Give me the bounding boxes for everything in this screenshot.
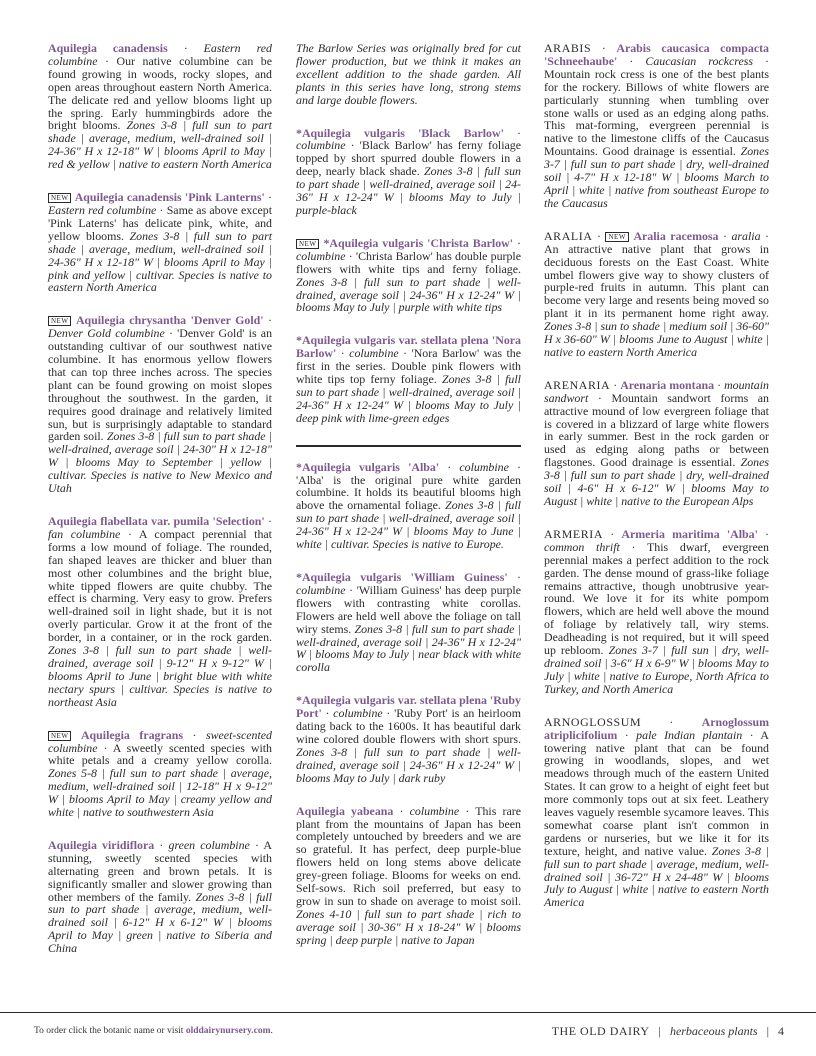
plant-details: Zones 4-10 | full sun to part shade | rich to average soil | 30-36" H x 18-24" W | blooms spring | deep purple | native to Japan <box>296 906 521 947</box>
plant-details: Zones 3-7 | full sun to part shade | dry, well-drained soil | 4-7" H x 12-18" W | blooms March to April | white | native from southeast Europe to the Caucasus <box>544 144 769 210</box>
botanic-name-link[interactable]: Aquilegia chrysantha 'Denver Gold' <box>75 313 264 328</box>
common-name: columbine <box>459 459 509 474</box>
footer-order-text: To order click the botanic name or visit <box>34 1026 186 1036</box>
plant-details: Zones 3-8 | full sun to part shade | well-drained, average soil | 24-36" H x 12-24" W | blooms May to July | deep pink with lime-green edges <box>296 372 521 425</box>
botanic-name-link[interactable]: Aquilegia fragrans <box>80 727 183 742</box>
plant-description: Mountain sandwort forms an attractive mound of low evergreen foliage that is covered in a blizzard of large white flowers in early summer. Best in the rock garden or used as edging along paths or between flagstones. Good drainage is essential. <box>544 390 770 470</box>
plant-entry: Aquilegia yabeana · columbine · This rare plant from the mountains of Japan has been completely untouched by breeders and we are so grateful. It has perfect, deep purple-blue flowers held on long stems above delicate grey-green foliage. Blooms for weeks on end. Self-sows. Rich soil preferred, but easy to grow in sun to shade on average to moist soil. Zones 4-10 | full sun to part shade | rich to average soil | 30-36" H x 18-24" W | blooms spring | deep purple | native to Japan <box>296 803 521 947</box>
plant-description: Mountain rock cress is one of the best plants for the rockery. Billows of white flowers are particularly stunning when tumbling over stone walls or used as an edging along paths. This mat-forming, evergreen perennial is native to the limestone cliffs of the Caucasus Mountains. Good drainage is essential. <box>544 66 769 159</box>
common-name: pale Indian plantain <box>636 727 743 742</box>
plant-entry: *Aquilegia vulgaris 'Alba' · columbine · 'Alba' is the original pure white garden columbine. It holds its beautiful blooms high above the ornamental foliage. Zones 3-8 | full sun to part shade | well-drained, average soil | 24-36" H x 12-24" W | blooms May to June | white | cultivar. Species is native to Europe. <box>296 459 522 552</box>
botanic-name-link[interactable]: Arenaria montana <box>620 377 715 392</box>
plant-entry: NEW Aquilegia fragrans · sweet-scented columbine · A sweetly scented species with white petals and a creamy yellow corolla. Zones 5-8 | full sun to part shade | average, medium, well-drained soil | 12-18" H x 9-12" W | blooms April to May | creamy yellow and white | native to southwestern Asia <box>48 727 272 820</box>
common-name: columbine <box>296 138 346 153</box>
common-name: green columbine <box>168 837 250 852</box>
plant-entry: *Aquilegia vulgaris 'Black Barlow' · columbine · 'Black Barlow' has ferny foliage topped by short spurred double flowers in a deep, nearly black shade. Zones 3-8 | full sun to part shade | well-drained, average soil | 24-36" H x 12-24" W | blooms May to July | purple-black <box>296 125 521 217</box>
botanic-name-link[interactable]: *Aquilegia vulgaris var. stellata plena 'Ruby Port' <box>296 693 521 721</box>
plant-details: Zones 3-8 | full sun to part shade | well-drained, average soil | 24-36" H x 12-24" W | blooms May to July | near black with white corolla <box>296 621 522 675</box>
column-1 <box>48 42 272 975</box>
plant-details: Zones 3-8 | full sun to part shade | average, medium, well-drained soil | 24-36" H x 12-18" W | blooms April to May | red & yellow | native to eastern North America <box>48 118 272 172</box>
plant-description: 'William Guiness' has deep purple flowers with contrasting white corollas. Flowers are held well above the foliage on tall wiry stems. <box>296 582 522 636</box>
plant-details: Zones 3-8 | full sun to part shade | well-drained, average soil | 24-30" H x 12-18" W | blooms May to September | yellow | cultivar. Species is native to New Mexico and Utah <box>48 429 272 496</box>
footer-website-link[interactable]: olddairynursery.com <box>185 1026 271 1036</box>
footer-folio <box>552 1024 784 1039</box>
genus-heading: ARNOGLOSSUM <box>544 714 642 729</box>
plant-description: 'Ruby Port' is an heirloom dating back to the 1600s. It has beautiful dark wine colored double flowers with short spurs. <box>296 706 521 746</box>
plant-description: A sweetly scented species with white petals and a creamy yellow corolla. <box>48 740 272 768</box>
botanic-name-link[interactable]: Arnoglossum atriplicifolium <box>544 714 769 742</box>
plant-details: Zones 3-8 | full sun to part shade | average, medium, well-drained soil | 24-36" H x 12-18" W | blooms April to May | pink and yellow | cultivar. Species is native to eastern North America <box>48 228 272 295</box>
plant-description: 'Nora Barlow' was the first in the series. Double pink flowers with white tips top ferny foliage. <box>296 346 522 387</box>
plant-details: Zones 3-8 | full sun to part shade | average, medium, well-drained soil | 6-12" H x 6-12" W | blooms April to May | green | native to Siberia and China <box>48 889 272 956</box>
botanic-name-link[interactable]: Armeria maritima 'Alba' <box>621 526 758 541</box>
plant-details: Zones 3-8 | full sun to part shade | well-drained, average soil | 24-36" H x 12-24" W | blooms May to July | dark ruby <box>296 744 521 785</box>
new-badge: NEW <box>48 316 71 326</box>
genus-heading: ARALIA <box>544 228 593 243</box>
new-badge: NEW <box>48 193 71 203</box>
plant-entry: ARMERIA · Armeria maritima 'Alba' · common thrift · This dwarf, evergreen perennial makes a perfect addition to the rock garden. The dense mound of grass-like foliage remains attractive, though unobtrusive year-round. We love it for its white pompom flowers, which are held well above the mound of foliage by relatively tall, wiry stems. Deadheading is not required, but it will speed up rebloom. Zones 3-7 | full sun | dry, well-drained soil | 3-6" H x 6-9" W | blooms May to July | white | native to Europe, North Africa to Turkey, and North America <box>544 526 770 696</box>
plant-details: Zones 5-8 | full sun to part shade | average, medium, well-drained soil | 12-18" H x 9-12" W | blooms April to May | creamy yellow and white | native to southwestern Asia <box>48 766 272 820</box>
plant-entry: ARABIS · Arabis caucasica compacta 'Schneehaube' · Caucasian rockcress · Mountain rock cress is one of the best plants for the rockery. Billows of white flowers are particularly stunning when tumbling over stone walls or used as an edging along paths. This mat-forming, evergreen perennial is native to the limestone cliffs of the Caucasus Mountains. Good drainage is essential. Zones 3-7 | full sun to part shade | dry, well-drained soil | 4-7" H x 12-18" W | blooms March to April | white | native from southeast Europe to the Caucasus <box>544 41 769 210</box>
plant-description: This dwarf, evergreen perennial makes a perfect addition to the rock garden. The dense mound of grass-like foliage remains attractive, though unobtrusive year-round. We love it for its white pompom flowers, which are held well above the mound of foliage by relatively tall, wiry stems. Deadheading is not required, but it will speed up rebloom. <box>544 539 769 658</box>
footer-section: herbaceous plants <box>669 1024 758 1038</box>
plant-details: Zones 3-8 | full sun to part shade | well-drained, average soil | 24-36" H x 12-24" W | blooms May to July | purple with white tips <box>296 274 521 315</box>
plant-entry: ARENARIA · Arenaria montana · mountain sandwort · Mountain sandwort forms an attractive mound of low evergreen foliage that is covered in a blizzard of large white flowers in early summer. Best in the rock garden or used as edging along paths or between flagstones. Good drainage is essential. Zones 3-8 | full sun to part shade | dry, well-drained soil | 4-6" H x 6-12" W | blooms May to August | white | native to the European Alps <box>544 377 770 508</box>
common-name: Eastern red columbine <box>48 202 157 217</box>
common-name: fan columbine <box>48 526 121 541</box>
common-name: columbine <box>333 706 383 721</box>
plant-entry: *Aquilegia vulgaris var. stellata plena 'Ruby Port' · columbine · 'Ruby Port' is an heirloom dating back to the 1600s. It has beautiful dark wine colored double flowers with short spurs. Zones 3-8 | full sun to part shade | well-drained, average soil | 24-36" H x 12-24" W | blooms May to July | dark ruby <box>296 693 521 785</box>
column-2 <box>296 42 521 967</box>
vulgaris-entries <box>296 461 521 947</box>
botanic-name-link[interactable]: Aquilegia canadensis <box>48 41 168 55</box>
page-number: 4 <box>778 1024 784 1038</box>
plant-description: 'Alba' is the original pure white garden columbine. It holds its beautiful blooms high above the ornamental foliage. <box>296 472 521 513</box>
plant-details: Zones 3-8 | full sun to part shade | well-drained, average soil | 24-36" H x 12-24" W | blooms May to June | white | cultivar. Species is native to Europe. <box>296 498 521 552</box>
plant-details: Zones 3-8 | full sun to part shade | well-drained, average soil | 24-36" H x 12-24" W | blooms May to July | purple-black <box>296 164 521 217</box>
botanic-name-link[interactable]: Aquilegia viridiflora <box>48 837 155 852</box>
footer-divider <box>0 1012 816 1013</box>
common-name: sweet-scented columbine <box>48 727 272 755</box>
plant-entry: ARNOGLOSSUM · Arnoglossum atriplicifolium · pale Indian plantain · A towering native plant that can be found growing in woodlands, slopes, and wet meadows through much of the eastern United States. It can grow to a height of eight feet but more commonly tops out at six feet. Leathery leaves vaguely resemble sycamore leaves. This somewhat coarse plant isn't common in gardens or nurseries, but we like it for its texture, height, and native value. Zones 3-8 | full sun to part shade | average, medium, well-drained soil | 36-72" H x 24-48" W | blooms July to August | white | native to eastern North America <box>544 714 769 910</box>
plant-entry: Aquilegia canadensis · Eastern red columbine · Our native columbine can be found growing in woods, rocky slopes, and open areas throughout eastern North America. The delicate red and yellow blooms light up the spring. Early hummingbirds adore the bright blooms. Zones 3-8 | full sun to part shade | average, medium, well-drained soil | 24-36" H x 12-18" W | blooms April to May | red & yellow | native to eastern North America <box>48 41 273 172</box>
common-name: mountain sandwort <box>544 377 769 405</box>
botanic-name-link[interactable]: Aquilegia yabeana <box>296 803 394 818</box>
plant-details: Zones 3-8 | full sun to part shade | well-drained, average soil | 9-12" H x 9-12" W | blooms April to June | bright blue with white nectary spurs | cultivar. Species is native to northeast Asia <box>48 643 272 709</box>
botanic-name-link[interactable]: Aquilegia canadensis 'Pink Lanterns' <box>74 190 265 205</box>
botanic-name-link[interactable]: *Aquilegia vulgaris 'Black Barlow' <box>296 125 504 140</box>
section-divider <box>296 445 521 447</box>
barlow-entries <box>296 127 521 425</box>
common-name: columbine <box>349 346 399 361</box>
plant-description: Our native columbine can be found growing in woods, rocky slopes, and open areas throughout eastern North America. The delicate red and yellow blooms light up the spring. Early hummingbirds adore the bright blooms. <box>48 53 273 133</box>
genus-heading: ARENARIA <box>544 377 611 392</box>
footer-separator: | <box>658 1024 661 1038</box>
genus-heading: ARABIS <box>544 41 592 55</box>
botanic-name-link[interactable]: Aralia racemosa <box>633 228 719 243</box>
common-name: columbine <box>296 248 346 263</box>
common-name: Denver Gold columbine <box>48 326 165 341</box>
plant-details: Zones 3-8 | sun to shade | medium soil | 36-60" H x 36-60" W | blooms June to August | white | native to eastern North America <box>544 319 769 359</box>
new-badge: NEW <box>48 731 71 741</box>
common-name: common thrift <box>544 539 620 554</box>
plant-description: 'Christa Barlow' has double purple flowers with white tips and ferny foliage. <box>296 248 521 276</box>
common-name: aralia <box>731 228 761 243</box>
footer-separator: | <box>766 1024 769 1038</box>
botanic-name-link[interactable]: *Aquilegia vulgaris var. stellata plena 'Nora Barlow' <box>296 333 521 361</box>
plant-details: Zones 3-7 | full sun | dry, well-drained soil | 3-6" H x 6-9" W | blooms May to July | white | native to Europe, North Africa to Turkey, and North America <box>544 643 769 696</box>
plant-description: 'Black Barlow' has ferny foliage topped by short spurred double flowers in a deep, nearly black shade. <box>296 138 521 179</box>
plant-entry: *Aquilegia vulgaris 'William Guiness' · columbine · 'William Guiness' has deep purple flowers with contrasting white corollas. Flowers are held well above the foliage on tall wiry stems. Zones 3-8 | full sun to part shade | well-drained, average soil | 24-36" H x 12-24" W | blooms May to July | near black with white corolla <box>296 570 522 675</box>
barlow-series-intro: The Barlow Series was originally bred for cut flower production, but we think it makes an excellent addition to the shade garden. All plants in this series have long, strong stems and large double flowers. <box>296 41 521 107</box>
footer-order-end: . <box>270 1026 273 1036</box>
common-name: columbine <box>409 803 460 818</box>
plant-description: 'Denver Gold' is an outstanding cultivar of our southwest native columbine. It has enormous yellow flowers that can top three inches across. The species plant can be found growing on moist slopes throughout the southwest. In the garden, it requires good drainage and relatively limited sun, but is surprisingly adaptable to standard garden soil. <box>48 326 273 444</box>
plant-description: This rare plant from the mountains of Japan has been completely untouched by breeders and we are so grateful. It has perfect, deep purple-blue flowers held on long stems above delicate grey-green foliage. Blooms for weeks on end. Self-sows. Rich soil preferred, but easy to grow in sun to shade on average to moist soil. <box>296 803 521 908</box>
botanic-name-link[interactable]: *Aquilegia vulgaris 'Alba' <box>296 459 440 474</box>
common-name: Eastern red columbine <box>48 41 272 68</box>
column-3 <box>544 42 769 929</box>
common-name: columbine <box>296 582 346 597</box>
plant-description: An attractive native plant that grows in deciduous forests on the East Coast. White umbel flowers give way to showy clusters of purple-red fruits in autumn. This plant can become very large and resents being moved so plant it in its permanent home right away. <box>544 241 769 321</box>
plant-description: A towering native plant that can be found growing in woodlands, slopes, and wet meadows through much of the eastern United States. It can grow to a height of eight feet but more commonly tops out at six feet. Leathery leaves vaguely resemble sycamore leaves. This somewhat coarse plant isn't common in gardens or nurseries, but we like it for its texture, height, and native value. <box>544 727 769 858</box>
genus-heading: ARMERIA <box>544 526 604 541</box>
botanic-name-link[interactable]: Aquilegia flabellata var. pumila 'Selection' <box>48 514 265 528</box>
plant-entry: NEW Aquilegia chrysantha 'Denver Gold' · Denver Gold columbine · 'Denver Gold' is an outstanding cultivar of our southwest native columbine. It has enormous yellow flowers that can top three inches across. The species plant can be found growing on moist slopes throughout the southwest. In the garden, it requires good drainage and relatively limited sun, but is surprisingly adaptable to standard garden soil. Zones 3-8 | full sun to part shade | well-drained, average soil | 24-30" H x 12-18" W | blooms May to September | yellow | cultivar. Species is native to New Mexico and Utah <box>48 313 273 496</box>
plant-description: Same as above except 'Pink Laterns' has delicate pink, white, and yellow blooms. <box>48 202 273 243</box>
botanic-name-link[interactable]: Arabis caucasica compacta 'Schneehaube' <box>544 41 769 68</box>
botanic-name-link[interactable]: *Aquilegia vulgaris 'Christa Barlow' <box>323 235 514 250</box>
botanic-name-link[interactable]: *Aquilegia vulgaris 'William Guiness' <box>296 570 508 584</box>
footer-order-note <box>34 1026 273 1036</box>
plant-description: A compact perennial that forms a low mound of foliage. The rounded, fan shaped leaves are thicker and bluer than most other columbines and the bright blue, white tipped flowers are quite chubby. The effect is charming. Very easy to grow. Prefers well-drained soil in light shade, but it is not overly particular. Grow it at the front of the border, in a container, or in the rock garden. <box>48 526 272 645</box>
plant-details: Zones 3-8 | full sun to part shade | average, medium, well-drained soil | 36-72" H x 24-48" W | blooms July to August | white | native to eastern North America <box>544 843 769 910</box>
common-name: Caucasian rockcress <box>645 53 753 68</box>
plant-entry: ARALIA · NEW Aralia racemosa · aralia · An attractive native plant that grows in deciduous forests on the East Coast. White umbel flowers give way to showy clusters of purple-red fruits in autumn. This plant can become very large and resents being moved so plant it in its permanent home right away. Zones 3-8 | sun to shade | medium soil | 36-60" H x 36-60" W | blooms June to August | white | native to eastern North America <box>544 228 770 359</box>
new-badge: NEW <box>605 232 628 242</box>
plant-entry: NEW *Aquilegia vulgaris 'Christa Barlow' · columbine · 'Christa Barlow' has double purple flowers with white tips and ferny foliage. Zones 3-8 | full sun to part shade | well-drained, average soil | 24-36" H x 12-24" W | blooms May to July | purple with white tips <box>296 235 521 315</box>
plant-entry: NEW Aquilegia canadensis 'Pink Lanterns' · Eastern red columbine · Same as above except 'Pink Laterns' has delicate pink, white, and yellow blooms. Zones 3-8 | full sun to part shade | average, medium, well-drained soil | 24-36" H x 12-18" W | blooms April to May | pink and yellow | cultivar. Species is native to eastern North America <box>48 190 273 295</box>
plant-description: A stunning, sweetly scented species with alternating green and brown petals. It is significantly smaller and slower growing than other members of the family. <box>48 837 273 904</box>
plant-entry: *Aquilegia vulgaris var. stellata plena 'Nora Barlow' · columbine · 'Nora Barlow' was the first in the series. Double pink flowers with white tips top ferny foliage. Zones 3-8 | full sun to part shade | well-drained, average soil | 24-36" H x 12-24" W | blooms May to July | deep pink with lime-green edges <box>296 333 522 425</box>
footer-brand: THE OLD DAIRY <box>551 1024 650 1038</box>
plant-entry: Aquilegia flabellata var. pumila 'Selection' · fan columbine · A compact perennial that forms a low mound of foliage. The rounded, fan shaped leaves are thicker and bluer than most other columbines and the bright blue, white tipped flowers are quite chubby. The effect is charming. Very easy to grow. Prefers well-drained soil in light shade, but it is not overly particular. Grow it at the front of the border, in a container, or in the rock garden. Zones 3-8 | full sun to part shade | well-drained, average soil | 9-12" H x 9-12" W | blooms April to June | bright blue with white nectary spurs | cultivar. Species is native to northeast Asia <box>48 514 272 709</box>
plant-details: Zones 3-8 | full sun to part shade | dry, well-drained soil | 4-6" H x 6-12" W | blooms May to August | white | native to the European Alps <box>544 455 770 508</box>
new-badge: NEW <box>296 239 319 249</box>
plant-entry: Aquilegia viridiflora · green columbine · A stunning, sweetly scented species with alternating green and brown petals. It is significantly smaller and slower growing than other members of the family. Zones 3-8 | full sun to part shade | average, medium, well-drained soil | 6-12" H x 6-12" W | blooms April to May | green | native to Siberia and China <box>48 837 273 956</box>
